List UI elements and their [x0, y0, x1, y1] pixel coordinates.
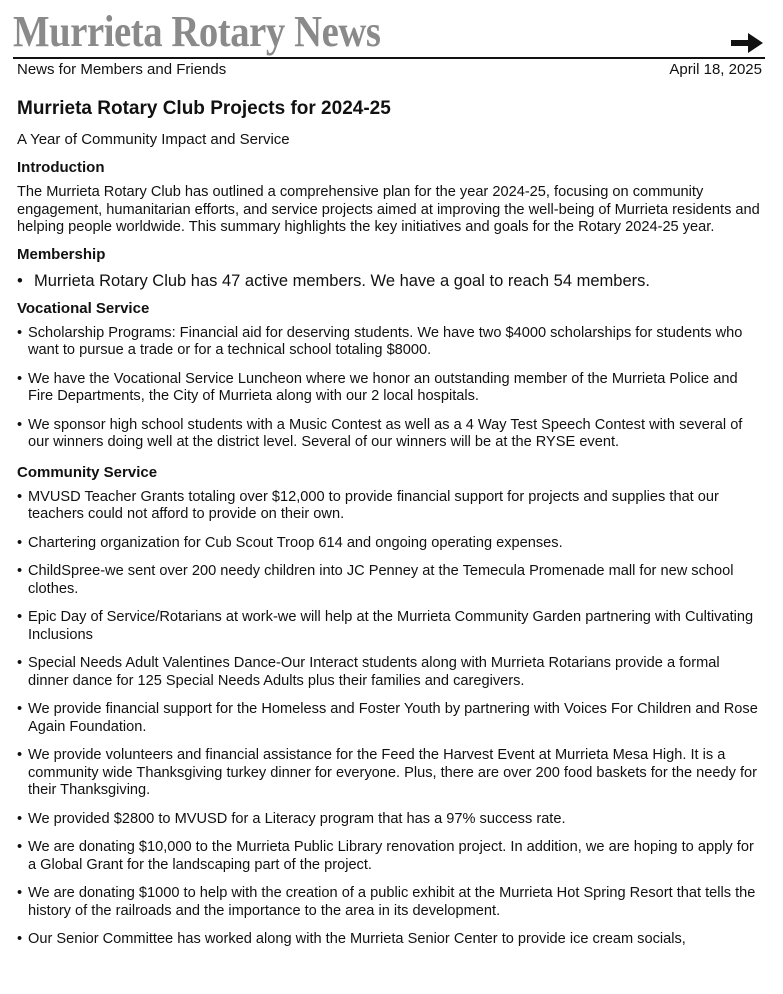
- bullet-icon: •: [17, 324, 23, 341]
- list-item: [17, 655, 762, 690]
- list-item-text: We are donating $10,000 to the Murrieta Public Library renovation project. In addition, we are hoping to apply for a Global Grant for the landscaping part of the project.: [28, 839, 754, 873]
- list-item-text: Our Senior Committee has worked along with the Murrieta Senior Center to provide ice cream socials,: [28, 931, 686, 947]
- article-tagline: A Year of Community Impact and Service: [17, 131, 290, 148]
- right-arrow-icon[interactable]: [731, 33, 763, 53]
- bullet-icon: •: [17, 931, 23, 947]
- bullet-icon: •: [17, 747, 23, 763]
- bullet-icon: •: [17, 563, 23, 579]
- list-item-text: Scholarship Programs: Financial aid for deserving students. We have two $4000 scholarships for students who want to pursue a trade or for a technical school totaling $8000.: [28, 324, 743, 358]
- bullet-icon: •: [17, 370, 23, 387]
- bullet-icon: •: [17, 488, 23, 505]
- list-item-text: MVUSD Teacher Grants totaling over $12,000 to provide financial support for projects and supplies that our teachers could not afford to provide on their own.: [28, 488, 719, 522]
- list-item-text: We provide financial support for the Homeless and Foster Youth by partnering with Voices For Children and Rose Again Foundation.: [28, 701, 758, 735]
- list-item: [17, 811, 762, 829]
- list-item-text: We have the Vocational Service Luncheon where we honor an outstanding member of the Murrieta Police and Fire Departments, the City of Murrieta along with our 2 local hospitals.: [28, 370, 738, 404]
- bullet-icon: •: [17, 701, 23, 717]
- section-heading-membership: Membership: [17, 245, 106, 263]
- section-heading-community: Community Service: [17, 463, 158, 481]
- list-item: [17, 609, 762, 644]
- list-item-text: We are donating $1000 to help with the creation of a public exhibit at the Murrieta Hot Spring Resort that tells the history of the railroads and the importance to the area in its development.: [28, 885, 756, 919]
- bullet-icon: •: [17, 416, 23, 433]
- masthead-subtitle: News for Members and Friends: [17, 61, 227, 78]
- list-item-text: Epic Day of Service/Rotarians at work-we will help at the Murrieta Community Garden partnering with Cultivating Inclusions: [28, 609, 754, 643]
- bullet-icon: •: [17, 609, 23, 625]
- article-title: Murrieta Rotary Club Projects for 2024-25: [17, 98, 391, 119]
- membership-item: [17, 271, 762, 291]
- list-item-text: We provide volunteers and financial assistance for the Feed the Harvest Event at Murrieta Mesa High. It is a community wide Thanksgiving turkey dinner for everyone. Plus, there are over 200 food baskets for the needy for their Thanksgiving.: [28, 747, 757, 798]
- section-heading-vocational: Vocational Service: [17, 299, 150, 317]
- list-item: [17, 747, 762, 800]
- list-item: [17, 489, 762, 524]
- bullet-icon: •: [17, 655, 23, 671]
- section-heading-introduction: Introduction: [17, 159, 105, 176]
- list-item-text: Chartering organization for Cub Scout Troop 614 and ongoing operating expenses.: [28, 534, 563, 551]
- list-item: [17, 417, 762, 452]
- list-item: [17, 885, 762, 920]
- bullet-icon: •: [17, 839, 23, 855]
- bullet-icon: •: [17, 810, 23, 827]
- vocational-list: [17, 325, 762, 452]
- list-item-text: Special Needs Adult Valentines Dance-Our Interact students along with Murrieta Rotarians provide a formal dinner dance for 125 Special Needs Adults plus their families and caregivers.: [28, 655, 720, 689]
- list-item: [17, 535, 762, 553]
- bullet-icon: •: [17, 534, 23, 551]
- community-list: [17, 489, 762, 949]
- list-item: [17, 325, 762, 360]
- list-item: [17, 371, 762, 406]
- list-item-text: We provided $2800 to MVUSD for a Literacy program that has a 97% success rate.: [28, 810, 566, 827]
- bullet-icon: •: [17, 885, 23, 901]
- introduction-text: The Murrieta Rotary Club has outlined a comprehensive plan for the year 2024-25, focusing on community engagement, humanitarian efforts, and service projects aimed at improving the well-being of Murrieta residents and helping people worldwide. This summary highlights the key initiatives and goals for the Rotary 2024-25 year.: [17, 184, 760, 235]
- membership-text: Murrieta Rotary Club has 47 active members. We have a goal to reach 54 members.: [34, 271, 650, 290]
- masthead-rule: [13, 57, 765, 59]
- list-item: [17, 839, 762, 874]
- bullet-icon: •: [17, 271, 23, 290]
- list-item: [17, 701, 762, 736]
- list-item-text: ChildSpree-we sent over 200 needy children into JC Penney at the Temecula Promenade mall for new school clothes.: [28, 563, 734, 597]
- article: [17, 97, 762, 960]
- issue-date: April 18, 2025: [669, 61, 762, 78]
- list-item-text: We sponsor high school students with a Music Contest as well as a 4 Way Test Speech Contest with several of our winners doing well at the district level. Several of our winners will be at the RYSE event.: [28, 416, 743, 450]
- list-item: [17, 931, 762, 949]
- masthead-title: Murrieta Rotary News: [13, 7, 381, 56]
- list-item: [17, 563, 762, 598]
